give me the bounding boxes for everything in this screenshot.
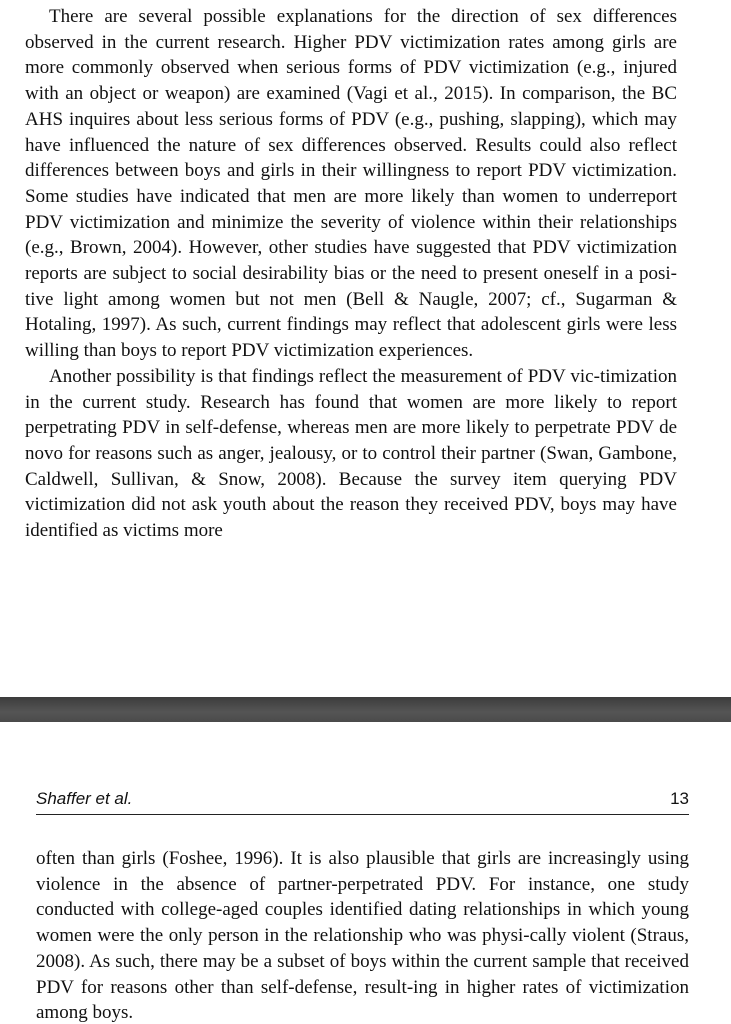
header-rule xyxy=(36,814,689,815)
page-bottom xyxy=(0,722,731,1024)
paragraph-measurement: Another possibility is that findings reflect the measurement of PDV vic-timization in the current study. Research has found that women are more likely to report perpetrating PDV in self-defense, whereas men are more likely to perpetrate PDV de novo for reasons such as anger, jealousy, or to control their partner (Swan, Gambone, Caldwell, Sullivan, & Snow, 2008). Because the survey item querying PDV victimization did not ask youth about the reason they received PDV, boys may have identified as victims more xyxy=(25,365,677,542)
body-text-bottom xyxy=(36,846,689,1024)
page-number: 13 xyxy=(670,789,689,808)
running-head-authors: Shaffer et al. xyxy=(36,789,133,808)
page-separator xyxy=(0,697,731,722)
paragraph-continuation: often than girls (Foshee, 1996). It is also plausible that girls are increasingly using violence in the absence of partner-perpetrated PDV. For instance, one study conducted with college-aged couples identified dating relationships in which young women were the only person in the relationship who was physi-cally violent (Straus, 2008). As such, there may be a subset of boys within the current sample that received PDV for reasons other than self-defense, result-ing in higher rates of victimization among boys. xyxy=(36,848,689,1024)
paragraph-sex-differences: There are several possible explanations for the direction of sex differences observed in the current research. Higher PDV victimization rates among girls are more commonly observed when serious forms of PDV victimization (e.g., injured with an object or weapon) are examined (Vagi et al., 2015). In comparison, the BC AHS inquires about less serious forms of PDV (e.g., pushing, slapping), which may have influenced the nature of sex differences observed. Results could also reflect differences between boys and girls in their willingness to report PDV victimization. Some studies have indicated that men are more likely than women to underreport PDV victimization and minimize the severity of violence within their relationships (e.g., Brown, 2004). However, other studies have suggested that PDV victimization reports are subject to social desirability bias or the need to present oneself in a posi-tive light among women but not men (Bell & Naugle, 2007; cf., Sugarman & Hotaling, 1997). As such, current findings may reflect that adolescent girls were less willing than boys to report PDV victimization experiences. xyxy=(25,6,677,362)
body-text-top xyxy=(25,4,677,544)
running-head xyxy=(36,789,689,811)
